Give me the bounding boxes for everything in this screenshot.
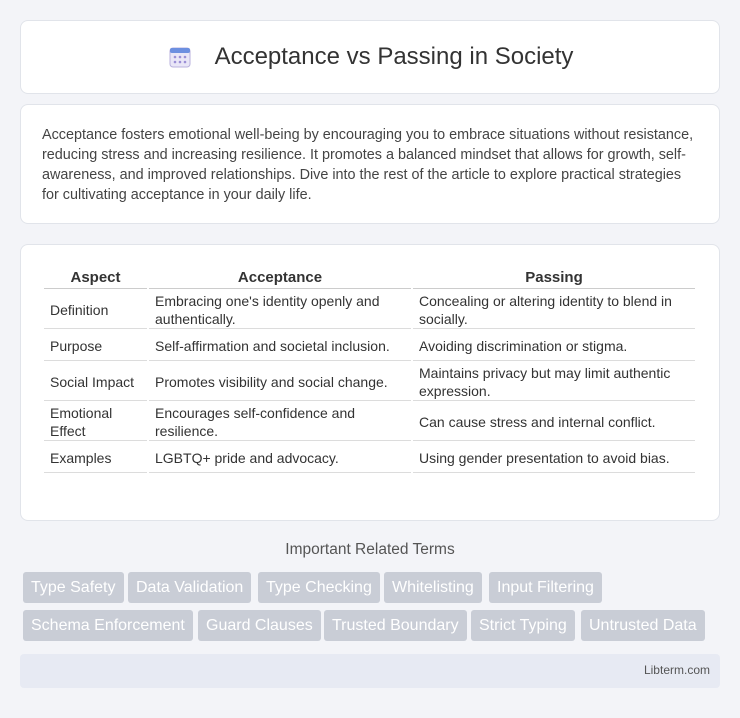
tag-type-safety[interactable]: Type Safety	[23, 572, 124, 603]
table-row	[44, 403, 695, 441]
intro-text: Acceptance fosters emotional well-being by encouraging you to embrace situations without resistance, reducing stress and increasing resilience. It promotes a balanced mindset that allows for growth, self-awareness, and improved relationships. Dive into the rest of the article to explore practical strategies for cultivating acceptance in your daily life.	[42, 127, 694, 203]
cell-aspect: Emotional Effect	[44, 403, 147, 441]
cell-acceptance: Promotes visibility and social change.	[149, 363, 411, 401]
cell-aspect: Examples	[44, 443, 147, 473]
tag-data-validation[interactable]: Data Validation	[128, 572, 251, 603]
cell-acceptance: LGBTQ+ pride and advocacy.	[149, 443, 411, 473]
cell-passing: Avoiding discrimination or stigma.	[413, 331, 695, 361]
tag-input-filtering[interactable]: Input Filtering	[489, 572, 602, 603]
cell-acceptance: Embracing one's identity openly and authentically.	[149, 291, 411, 329]
footer	[20, 654, 720, 688]
cell-passing: Using gender presentation to avoid bias.	[413, 443, 695, 473]
tag-strict-typing[interactable]: Strict Typing	[471, 610, 575, 641]
cell-passing: Concealing or altering identity to blend in socially.	[413, 291, 695, 329]
table-row	[44, 443, 695, 473]
calendar-icon	[167, 44, 193, 70]
tag-schema-enforcement[interactable]: Schema Enforcement	[23, 610, 193, 641]
tag-whitelisting[interactable]: Whitelisting	[384, 572, 482, 603]
cell-aspect: Purpose	[44, 331, 147, 361]
cell-passing: Can cause stress and internal conflict.	[413, 403, 695, 441]
table-row	[44, 363, 695, 401]
header-card	[20, 20, 720, 94]
comparison-table	[42, 265, 697, 475]
column-header-passing: Passing	[413, 267, 695, 289]
cell-aspect: Social Impact	[44, 363, 147, 401]
cell-passing: Maintains privacy but may limit authentic expression.	[413, 363, 695, 401]
tag-type-checking[interactable]: Type Checking	[258, 572, 380, 603]
tag-guard-clauses[interactable]: Guard Clauses	[198, 610, 321, 641]
column-header-acceptance: Acceptance	[149, 267, 411, 289]
related-terms-title: Important Related Terms	[285, 541, 455, 558]
page-title: Acceptance vs Passing in Society	[214, 43, 574, 70]
footer-brand-link[interactable]: Libterm.com	[643, 663, 710, 677]
tag-trusted-boundary[interactable]: Trusted Boundary	[324, 610, 467, 641]
cell-aspect: Definition	[44, 291, 147, 329]
cell-acceptance: Self-affirmation and societal inclusion.	[149, 331, 411, 361]
table-row	[44, 291, 695, 329]
tag-untrusted-data[interactable]: Untrusted Data	[581, 610, 705, 641]
column-header-aspect: Aspect	[44, 267, 147, 289]
comparison-table-card	[20, 244, 720, 521]
intro-card	[20, 104, 720, 224]
table-row	[44, 331, 695, 361]
cell-acceptance: Encourages self-confidence and resilience.	[149, 403, 411, 441]
